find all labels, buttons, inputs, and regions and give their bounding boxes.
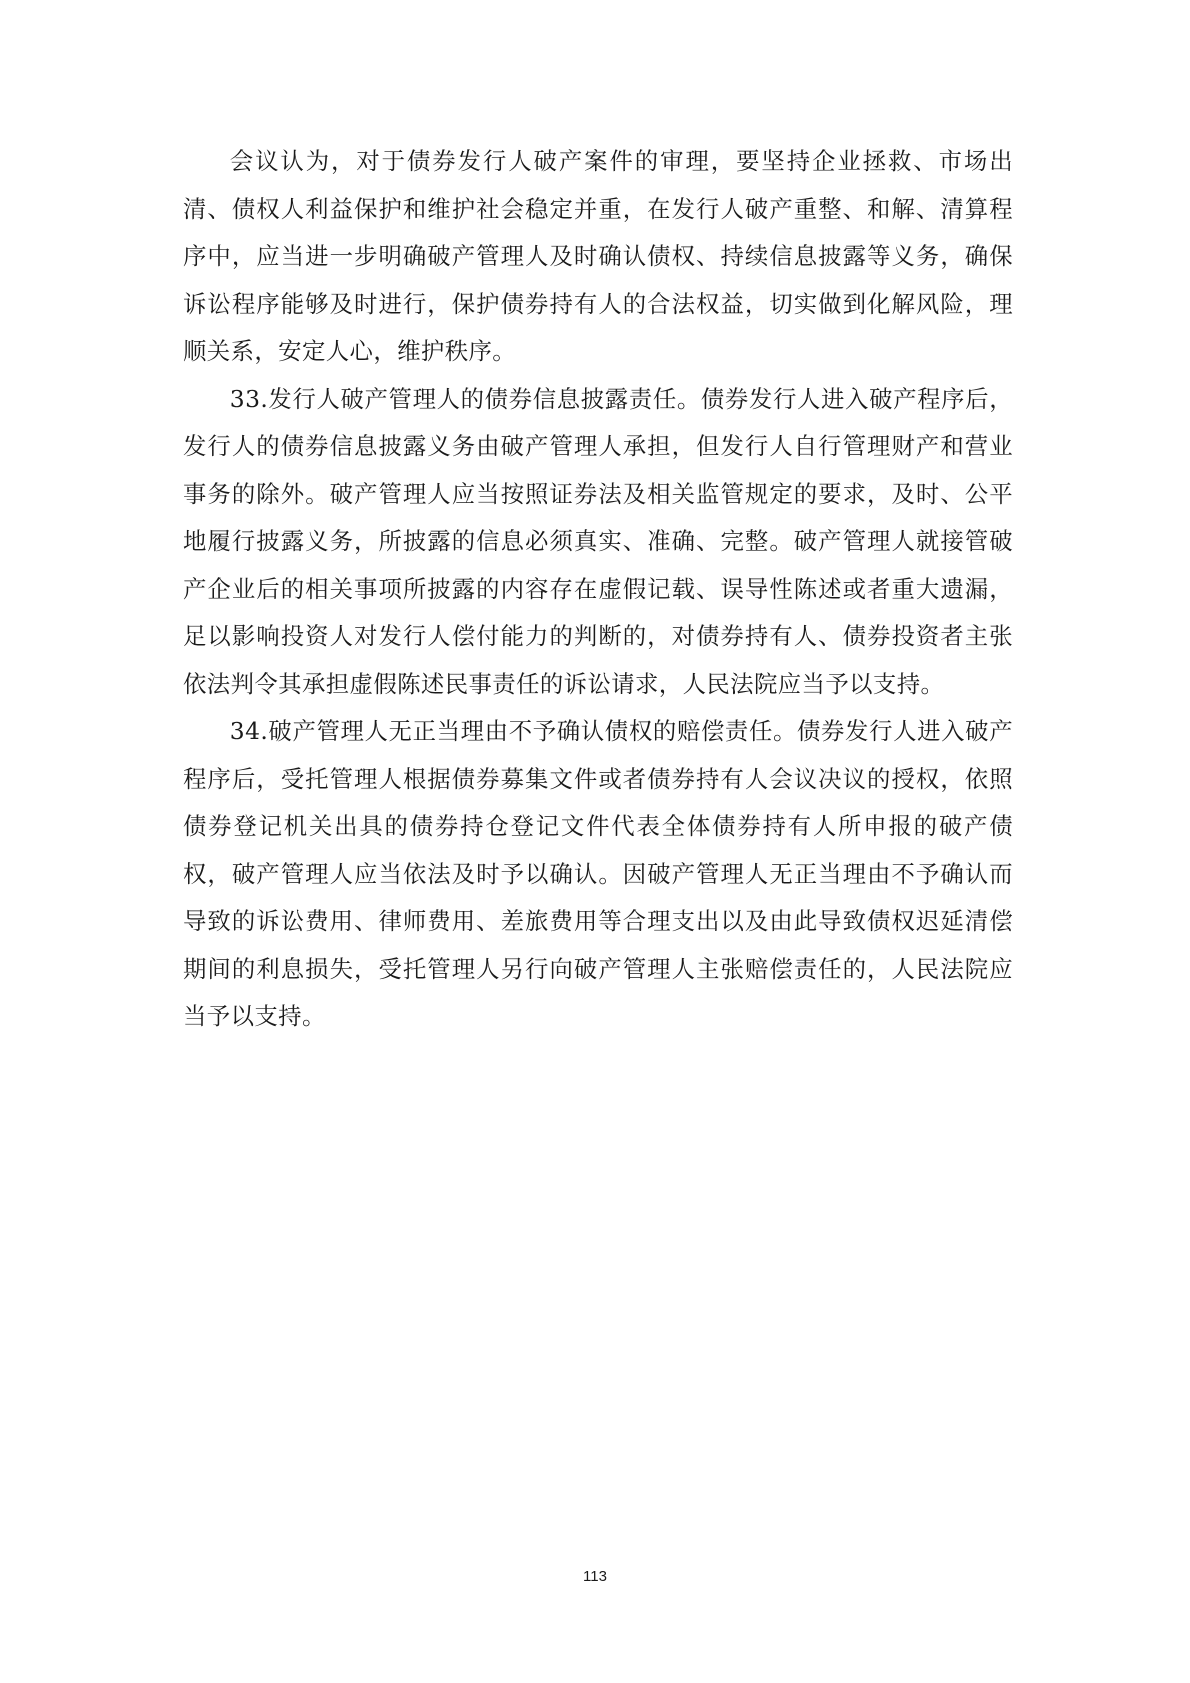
- paragraph-article-33: 33.发行人破产管理人的债券信息披露责任。债券发行人进入破产程序后，发行人的债券信息披露义务由破产管理人承担，但发行人自行管理财产和营业事务的除外。破产管理人应当按照证券法及相关监管规定的要求，及时、公平地履行披露义务，所披露的信息必须真实、准确、完整。破产管理人就接管破产企业后的相关事项所披露的内容存在虚假记载、误导性陈述或者重大遗漏，足以影响投资人对发行人偿付能力的判断的，对债券持有人、债券投资者主张依法判令其承担虚假陈述民事责任的诉讼请求，人民法院应当予以支持。: [183, 384, 1013, 698]
- document-body: [183, 138, 1013, 1041]
- paragraph-article-34: 34.破产管理人无正当理由不予确认债权的赔偿责任。债券发行人进入破产程序后，受托管理人根据债券募集文件或者债券持有人会议决议的授权，依照债券登记机关出具的债券持仓登记文件代表全体债券持有人所申报的破产债权，破产管理人应当依法及时予以确认。因破产管理人无正当理由不予确认而导致的诉讼费用、律师费用、差旅费用等合理支出以及由此导致债权迟延清偿期间的利息损失，受托管理人另行向破产管理人主张赔偿责任的，人民法院应当予以支持。: [183, 717, 1013, 1030]
- paragraph-meeting-opinion: 会议认为，对于债券发行人破产案件的审理，要坚持企业拯救、市场出清、债权人利益保护和维护社会稳定并重，在发行人破产重整、和解、清算程序中，应当进一步明确破产管理人及时确认债权、持续信息披露等义务，确保诉讼程序能够及时进行，保护债券持有人的合法权益，切实做到化解风险，理顺关系，安定人心，维护秩序。: [183, 147, 1013, 365]
- page-number: 113: [583, 1568, 607, 1585]
